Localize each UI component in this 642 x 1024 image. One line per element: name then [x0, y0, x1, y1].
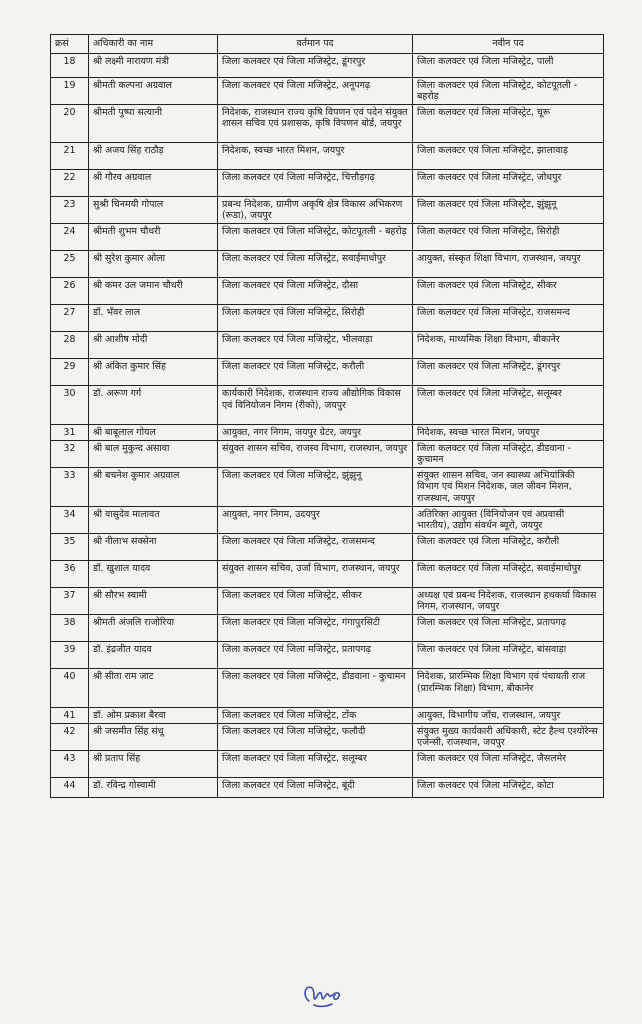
table-row: [51, 533, 604, 560]
new-post-cell: जिला कलक्टर एवं जिला मजिस्ट्रेट, सिरोही: [413, 223, 604, 250]
new-post-cell: आयुक्त, संस्कृत शिक्षा विभाग, राजस्थान, जयपुर: [413, 250, 604, 277]
table-row: [51, 53, 604, 77]
officer-name-cell: श्रीमती कल्पना अग्रवाल: [89, 77, 218, 104]
current-post-cell: जिला कलक्टर एवं जिला मजिस्ट्रेट, अनूपगढ़: [218, 77, 413, 104]
table-row: [51, 467, 604, 506]
new-post-cell: जिला कलक्टर एवं जिला मजिस्ट्रेट, कोटपूतली - बहरोड़: [413, 77, 604, 104]
serial-number-cell: 22: [51, 169, 89, 196]
officer-name-cell: डॉ. रविन्द्र गोस्वामी: [89, 777, 218, 797]
table-body: [51, 53, 604, 797]
current-post-cell: निदेशक, स्वच्छ भारत मिशन, जयपुर: [218, 142, 413, 169]
header-officer-name: अधिकारी का नाम: [89, 35, 218, 54]
serial-number-cell: 30: [51, 385, 89, 424]
table-header-row: [51, 35, 604, 54]
table-row: [51, 304, 604, 331]
transfer-table: [50, 34, 604, 798]
officer-name-cell: श्रीमती अंजलि राजोरिया: [89, 614, 218, 641]
serial-number-cell: 33: [51, 467, 89, 506]
table-row: [51, 358, 604, 385]
officer-name-cell: श्री कमर उल जमान चौधरी: [89, 277, 218, 304]
serial-number-cell: 25: [51, 250, 89, 277]
table-row: [51, 104, 604, 142]
serial-number-cell: 18: [51, 53, 89, 77]
serial-number-cell: 38: [51, 614, 89, 641]
current-post-cell: जिला कलक्टर एवं जिला मजिस्ट्रेट, बूंदी: [218, 777, 413, 797]
new-post-cell: जिला कलक्टर एवं जिला मजिस्ट्रेट, पाली: [413, 53, 604, 77]
serial-number-cell: 28: [51, 331, 89, 358]
header-new-post: नवीन पद: [413, 35, 604, 54]
current-post-cell: जिला कलक्टर एवं जिला मजिस्ट्रेट, प्रतापगढ़: [218, 641, 413, 668]
serial-number-cell: 24: [51, 223, 89, 250]
table-row: [51, 750, 604, 777]
table-row: [51, 277, 604, 304]
table-row: [51, 707, 604, 723]
serial-number-cell: 23: [51, 196, 89, 223]
current-post-cell: जिला कलक्टर एवं जिला मजिस्ट्रेट, डूंगरपुर: [218, 53, 413, 77]
new-post-cell: जिला कलक्टर एवं जिला मजिस्ट्रेट, झालावाड़: [413, 142, 604, 169]
serial-number-cell: 29: [51, 358, 89, 385]
officer-name-cell: श्री बचनेश कुमार अग्रवाल: [89, 467, 218, 506]
current-post-cell: जिला कलक्टर एवं जिला मजिस्ट्रेट, सीकर: [218, 587, 413, 614]
table-row: [51, 77, 604, 104]
officer-name-cell: सुश्री चिनमयी गोपाल: [89, 196, 218, 223]
handwritten-signature-icon: [300, 976, 346, 1012]
current-post-cell: प्रबन्ध निदेशक, ग्रामीण अकृषि क्षेत्र विकास अभिकरण (रूडा), जयपुर: [218, 196, 413, 223]
officer-name-cell: श्रीमती शुभम चौधरी: [89, 223, 218, 250]
table-row: [51, 506, 604, 533]
current-post-cell: जिला कलक्टर एवं जिला मजिस्ट्रेट, गंगापुरसिटी: [218, 614, 413, 641]
new-post-cell: अध्यक्ष एवं प्रबन्ध निदेशक, राजस्थान हथकर्घा विकास निगम, राजस्थान, जयपुर: [413, 587, 604, 614]
new-post-cell: आयुक्त, विभागीय जाँच, राजस्थान, जयपुर: [413, 707, 604, 723]
officer-name-cell: श्री आशीष मोदी: [89, 331, 218, 358]
serial-number-cell: 43: [51, 750, 89, 777]
new-post-cell: जिला कलक्टर एवं जिला मजिस्ट्रेट, कोटा: [413, 777, 604, 797]
serial-number-cell: 37: [51, 587, 89, 614]
serial-number-cell: 21: [51, 142, 89, 169]
serial-number-cell: 36: [51, 560, 89, 587]
new-post-cell: निदेशक, प्रारम्भिक शिक्षा विभाग एवं पंचायती राज (प्रारम्भिक शिक्षा) विभाग, बीकानेर: [413, 668, 604, 707]
officer-name-cell: श्री प्रताप सिंह: [89, 750, 218, 777]
new-post-cell: जिला कलक्टर एवं जिला मजिस्ट्रेट, डीडवाना - कुचामन: [413, 440, 604, 467]
current-post-cell: जिला कलक्टर एवं जिला मजिस्ट्रेट, चित्तौड़गढ़: [218, 169, 413, 196]
serial-number-cell: 44: [51, 777, 89, 797]
new-post-cell: निदेशक, माध्यमिक शिक्षा विभाग, बीकानेर: [413, 331, 604, 358]
serial-number-cell: 41: [51, 707, 89, 723]
serial-number-cell: 20: [51, 104, 89, 142]
new-post-cell: जिला कलक्टर एवं जिला मजिस्ट्रेट, डूंगरपुर: [413, 358, 604, 385]
officer-name-cell: श्री गौरव अग्रवाल: [89, 169, 218, 196]
current-post-cell: जिला कलक्टर एवं जिला मजिस्ट्रेट, दौसा: [218, 277, 413, 304]
officer-name-cell: श्री बाल मुकुन्द असावा: [89, 440, 218, 467]
header-current-post: वर्तमान पद: [218, 35, 413, 54]
current-post-cell: आयुक्त, नगर निगम, जयपुर ग्रेटर, जयपुर: [218, 424, 413, 440]
table-row: [51, 223, 604, 250]
serial-number-cell: 40: [51, 668, 89, 707]
current-post-cell: संयुक्त शासन सचिव, राजस्व विभाग, राजस्थान, जयपुर: [218, 440, 413, 467]
serial-number-cell: 19: [51, 77, 89, 104]
transfer-list-sheet: [50, 34, 603, 798]
new-post-cell: जिला कलक्टर एवं जिला मजिस्ट्रेट, जैसलमेर: [413, 750, 604, 777]
officer-name-cell: डॉ. खुशाल यादव: [89, 560, 218, 587]
table-row: [51, 169, 604, 196]
new-post-cell: अतिरिक्त आयुक्त (विनियोजन एवं अप्रवासी भारतीय), उद्योग संवर्धन ब्यूरो, जयपुर: [413, 506, 604, 533]
table-row: [51, 587, 604, 614]
officer-name-cell: श्री सीता राम जाट: [89, 668, 218, 707]
current-post-cell: जिला कलक्टर एवं जिला मजिस्ट्रेट, करौली: [218, 358, 413, 385]
table-row: [51, 723, 604, 750]
serial-number-cell: 42: [51, 723, 89, 750]
current-post-cell: आयुक्त, नगर निगम, उदयपुर: [218, 506, 413, 533]
serial-number-cell: 31: [51, 424, 89, 440]
table-row: [51, 777, 604, 797]
new-post-cell: निदेशक, स्वच्छ भारत मिशन, जयपुर: [413, 424, 604, 440]
current-post-cell: जिला कलक्टर एवं जिला मजिस्ट्रेट, सवाईमाधोपुर: [218, 250, 413, 277]
current-post-cell: निदेशक, राजस्थान राज्य कृषि विपणन एवं पदेन संयुक्त शासन सचिव एवं प्रशासक, कृषि विपणन बोर्ड, जयपुर: [218, 104, 413, 142]
officer-name-cell: श्री वासुदेव मालावत: [89, 506, 218, 533]
serial-number-cell: 32: [51, 440, 89, 467]
officer-name-cell: श्रीमती पुष्पा सत्यानी: [89, 104, 218, 142]
table-row: [51, 641, 604, 668]
officer-name-cell: श्री बाबूलाल गोयल: [89, 424, 218, 440]
officer-name-cell: श्री सौरभ स्वामी: [89, 587, 218, 614]
new-post-cell: जिला कलक्टर एवं जिला मजिस्ट्रेट, बांसवाड़ा: [413, 641, 604, 668]
officer-name-cell: श्री सुरेश कुमार ओला: [89, 250, 218, 277]
serial-number-cell: 35: [51, 533, 89, 560]
table-row: [51, 614, 604, 641]
current-post-cell: जिला कलक्टर एवं जिला मजिस्ट्रेट, राजसमन्द: [218, 533, 413, 560]
table-row: [51, 250, 604, 277]
current-post-cell: जिला कलक्टर एवं जिला मजिस्ट्रेट, सिरोही: [218, 304, 413, 331]
current-post-cell: जिला कलक्टर एवं जिला मजिस्ट्रेट, डीडवाना - कुचामन: [218, 668, 413, 707]
officer-name-cell: डॉ. ओम प्रकाश बैरवा: [89, 707, 218, 723]
new-post-cell: जिला कलक्टर एवं जिला मजिस्ट्रेट, झुंझुनू: [413, 196, 604, 223]
officer-name-cell: श्री लक्ष्मी नारायण मंत्री: [89, 53, 218, 77]
new-post-cell: जिला कलक्टर एवं जिला मजिस्ट्रेट, सलूम्बर: [413, 385, 604, 424]
table-row: [51, 560, 604, 587]
serial-number-cell: 27: [51, 304, 89, 331]
current-post-cell: जिला कलक्टर एवं जिला मजिस्ट्रेट, टोंक: [218, 707, 413, 723]
table-row: [51, 424, 604, 440]
new-post-cell: जिला कलक्टर एवं जिला मजिस्ट्रेट, चूरू: [413, 104, 604, 142]
header-serial: क्रसं: [51, 35, 89, 54]
officer-name-cell: श्री अंकित कुमार सिंह: [89, 358, 218, 385]
officer-name-cell: डॉ. भँवर लाल: [89, 304, 218, 331]
officer-name-cell: डॉ. अरूण गर्ग: [89, 385, 218, 424]
new-post-cell: जिला कलक्टर एवं जिला मजिस्ट्रेट, राजसमन्द: [413, 304, 604, 331]
serial-number-cell: 26: [51, 277, 89, 304]
officer-name-cell: श्री नीलाभ सक्सेना: [89, 533, 218, 560]
current-post-cell: जिला कलक्टर एवं जिला मजिस्ट्रेट, सलूम्बर: [218, 750, 413, 777]
new-post-cell: जिला कलक्टर एवं जिला मजिस्ट्रेट, करौली: [413, 533, 604, 560]
officer-name-cell: श्री अजय सिंह राठौड़: [89, 142, 218, 169]
new-post-cell: जिला कलक्टर एवं जिला मजिस्ट्रेट, जोधपुर: [413, 169, 604, 196]
current-post-cell: कार्यकारी निदेशक, राजस्थान राज्य औद्योगिक विकास एवं विनियोजन निगम (रीको), जयपुर: [218, 385, 413, 424]
officer-name-cell: डॉ. इंद्रजीत यादव: [89, 641, 218, 668]
serial-number-cell: 39: [51, 641, 89, 668]
table-row: [51, 331, 604, 358]
new-post-cell: जिला कलक्टर एवं जिला मजिस्ट्रेट, सीकर: [413, 277, 604, 304]
current-post-cell: जिला कलक्टर एवं जिला मजिस्ट्रेट, भीलवाड़ा: [218, 331, 413, 358]
table-row: [51, 668, 604, 707]
table-row: [51, 440, 604, 467]
table-row: [51, 385, 604, 424]
officer-name-cell: श्री जसमीत सिंह संधू: [89, 723, 218, 750]
serial-number-cell: 34: [51, 506, 89, 533]
current-post-cell: जिला कलक्टर एवं जिला मजिस्ट्रेट, कोटपूतली - बहरोड़: [218, 223, 413, 250]
current-post-cell: जिला कलक्टर एवं जिला मजिस्ट्रेट, फलौदी: [218, 723, 413, 750]
current-post-cell: संयुक्त शासन सचिव, उर्जा विभाग, राजस्थान, जयपुर: [218, 560, 413, 587]
current-post-cell: जिला कलक्टर एवं जिला मजिस्ट्रेट, झुंझुनू: [218, 467, 413, 506]
table-row: [51, 196, 604, 223]
new-post-cell: संयुक्त मुख्य कार्यकारी अधिकारी, स्टेट हैल्थ एश्योरेन्स एजेन्सी, राजस्थान, जयपुर: [413, 723, 604, 750]
new-post-cell: जिला कलक्टर एवं जिला मजिस्ट्रेट, प्रतापगढ़: [413, 614, 604, 641]
table-row: [51, 142, 604, 169]
new-post-cell: जिला कलक्टर एवं जिला मजिस्ट्रेट, सवाईमाधोपुर: [413, 560, 604, 587]
new-post-cell: संयुक्त शासन सचिव, जन स्वास्थ्य अभियांत्रिकी विभाग एवं मिशन निदेशक, जल जीवन मिशन, राजस्थान, जयपुर: [413, 467, 604, 506]
